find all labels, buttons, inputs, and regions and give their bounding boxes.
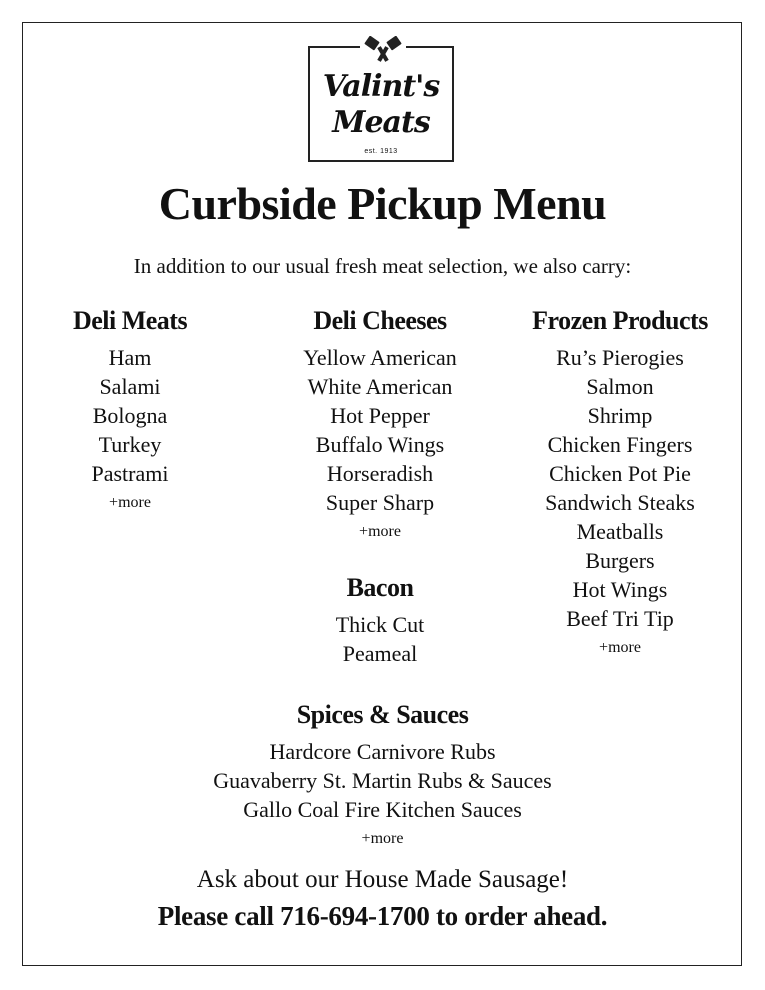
section-spices-sauces: [100, 697, 665, 853]
logo-established: est. 1913: [364, 148, 398, 155]
logo-wordmark-line1: Valint's: [322, 69, 440, 104]
valints-meats-logo: [308, 46, 454, 162]
menu-item: Salami: [99, 374, 161, 399]
call-to-order: Please call 716-694-1700 to order ahead.: [157, 901, 608, 931]
menu-item: Hardcore Carnivore Rubs: [269, 739, 496, 764]
menu-item: Guavaberry St. Martin Rubs & Sauces: [213, 768, 552, 793]
more-label: +more: [599, 639, 641, 656]
section-heading: Bacon: [346, 573, 414, 602]
section-frozen-products: [500, 303, 740, 662]
section-bacon: [270, 570, 490, 668]
section-deli-cheeses: [270, 303, 490, 546]
menu-item: Bologna: [92, 403, 168, 428]
section-heading: Deli Cheeses: [313, 306, 447, 335]
menu-item: Horseradish: [326, 461, 434, 486]
section-heading: Spices & Sauces: [296, 700, 469, 729]
menu-item: Buffalo Wings: [315, 432, 445, 457]
menu-item: Burgers: [585, 548, 655, 573]
menu-item: Hot Pepper: [330, 403, 430, 428]
menu-item: Sandwich Steaks: [545, 490, 695, 515]
menu-item: Chicken Pot Pie: [549, 461, 691, 486]
crossed-cleavers-icon: [360, 36, 406, 64]
menu-item: Salmon: [586, 374, 654, 399]
menu-item: White American: [307, 374, 453, 399]
menu-item: Chicken Fingers: [547, 432, 693, 457]
menu-item: Peameal: [342, 641, 418, 666]
sausage-note: Ask about our House Made Sausage!: [196, 866, 569, 893]
intro-text: In addition to our usual fresh meat selection, we also carry:: [133, 254, 632, 278]
section-deli-meats: [40, 303, 220, 517]
menu-item: Gallo Coal Fire Kitchen Sauces: [243, 797, 522, 822]
menu-item: Hot Wings: [572, 577, 668, 602]
menu-item: Thick Cut: [335, 612, 425, 637]
section-heading: Deli Meats: [72, 306, 188, 335]
menu-item: Shrimp: [587, 403, 653, 428]
more-label: +more: [359, 523, 401, 540]
menu-item: Super Sharp: [325, 490, 435, 515]
section-heading: Frozen Products: [532, 306, 708, 335]
more-label: +more: [109, 494, 151, 511]
menu-item: Turkey: [98, 432, 162, 457]
menu-item: Beef Tri Tip: [566, 606, 674, 631]
more-label: +more: [361, 830, 404, 847]
menu-item: Yellow American: [303, 345, 457, 370]
menu-item: Ham: [108, 345, 152, 370]
menu-item: Meatballs: [576, 519, 664, 544]
logo-wordmark-line2: Meats: [332, 105, 430, 140]
page-title: Curbside Pickup Menu: [158, 178, 607, 229]
menu-item: Pastrami: [91, 461, 169, 486]
menu-item: Ru’s Pierogies: [556, 345, 684, 370]
